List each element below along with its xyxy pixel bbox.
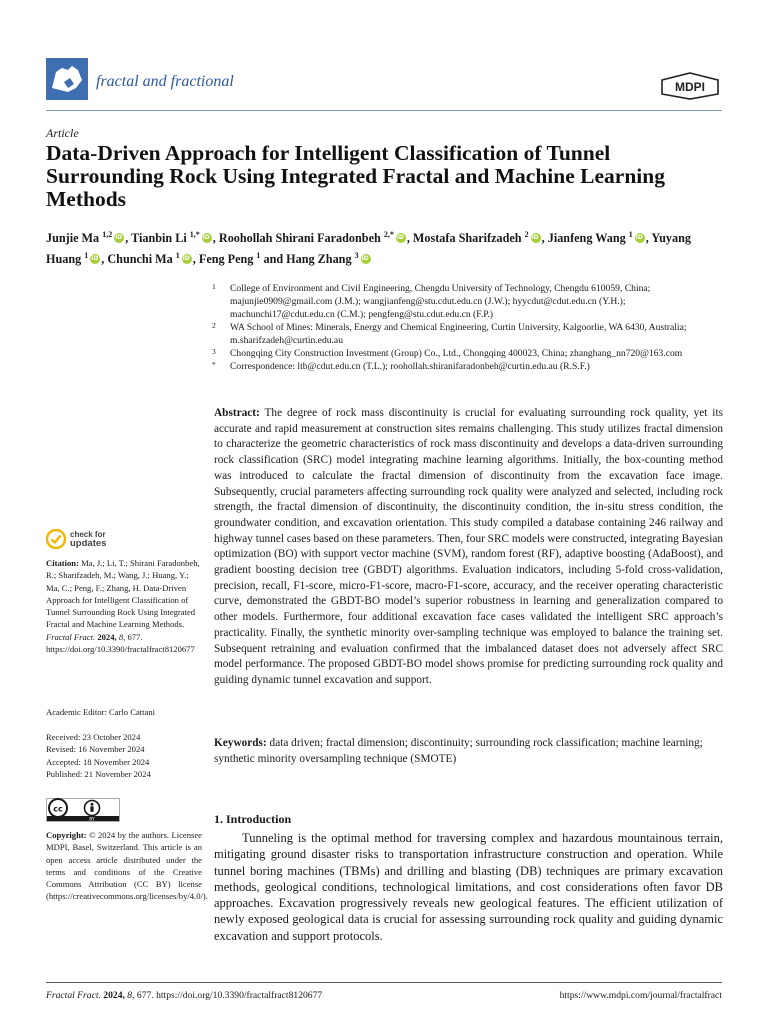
cc-by-label: BY: [89, 817, 95, 822]
author: Yuyang Huang $^1$iD ,: [46, 231, 691, 266]
abstract-text: The degree of rock mass discontinuity is crucial for evaluating surrounding rock quality, yet its accurate and rapid measurement at construction sites remains challenging. This study utilizes fractal dimension to characterize the geometric characteristics of rock mass discontinuity and develops a data-driven surrounding rock classification (SRC) model integrating machine learning algorithms. Initially, the box-counting method was introduced to calculate the fractal dimension of discontinuity from the excavation face image. Subsequently, crucial parameters affecting surrounding rock quality were analyzed and selected, including rock strength, the fractal dimension of discontinuity, the discontinuity condition, the in-situ stress condition, the groundwater condition, and excavation orientation. This study compiled a database containing 246 railway and highway tunnel cases based on these parameters. Then, four SRC models were constructed, integrating Bayesian optimization (BO) with support vector machine (SVM), random forest (RF), adaptive boosting (AdaBoost), and gradient boosting decision tree (GBDT) algorithms. Evaluation indicators, including 5-fold cross-validation, precision, recall, F1-score, micro-F1-score, macro-F1-score, accuracy, and the receiver operating characteristic curve, demonstrated the GBDT-BO model’s superior robustness in learning and generalization compared to other models. Furthermore, four additional excavation face cases validated the intelligent SRC approach’s practicality. Finally, the synthetic minority over-sampling technique was employed to balance the training set. Subsequent retraining and evaluation confirmed that the imbalanced dataset does not adversely affect SRC model performance. The proposed GBDT-BO model shows promise for predicting surrounding rock quality and guiding dynamic tunnel excavation and support.: [214, 407, 723, 686]
author: Feng Peng $^1$: [198, 251, 261, 267]
header-divider: [46, 110, 722, 111]
keywords: [214, 736, 723, 767]
section-heading: 1. Introduction: [214, 812, 292, 826]
abstract-label: Abstract:: [214, 407, 260, 419]
orcid-icon[interactable]: [182, 254, 192, 264]
footer-journal-url[interactable]: https://www.mdpi.com/journal/fractalfract: [559, 990, 722, 1001]
orcid-icon[interactable]: [361, 254, 371, 264]
footer-divider: [46, 982, 722, 983]
accepted-date: Accepted: 18 November 2024: [46, 756, 150, 767]
correspondence: * Correspondence: ltb@cdut.edu.cn (T.L.); roohollah.shiranifaradonbeh@curtin.edu.au (R.S.F.): [212, 360, 590, 372]
journal-name: fractal and fractional: [96, 73, 234, 90]
affiliation-item: 2 WA School of Mines: Minerals, Energy and Chemical Engineering, Curtin University, Kalgoorlie, WA 6430, Australia; m.sharifzadeh@curtin.edu.au: [212, 321, 687, 346]
author: Tianbin Li $^{1,*}$iD ,: [131, 231, 216, 245]
orcid-icon[interactable]: [114, 233, 124, 243]
copyright: Copyright: © 2024 by the authors. Licensee MDPI, Basel, Switzerland. This article is an open access article distributed under the terms and conditions of the Creative Commons Attribution (CC BY) license (https://creativecommons.org/licenses/by/4.0/).: [46, 830, 208, 902]
citation: Citation: Ma, J.; Li, T.; Shirani Faradonbeh, R.; Sharifzadeh, M.; Wang, J.; Huang, Y.; Ma, C.; Peng, F.; Zhang, H. Data-Driven Approach for Intelligent Classification of Tunnel Surrounding Rock Using Integrated Fractal and Machine Learning Methods. Fractal Fract. 2024, 8, 677. https://doi.org/10.3390/fractalfract8120677: [46, 558, 200, 655]
received-date: Received: 23 October 2024: [46, 732, 141, 742]
published-date: Published: 21 November 2024: [46, 768, 151, 779]
author: Mostafa Sharifzadeh $^2$iD ,: [413, 231, 545, 245]
affiliations: [212, 282, 732, 373]
author: Chunchi Ma $^1$iD ,: [107, 252, 195, 266]
author: Junjie Ma $^{1,2}$iD ,: [46, 231, 128, 245]
abstract: [214, 406, 723, 689]
mdpi-logo-icon: [660, 72, 720, 100]
keywords-label: Keywords:: [214, 737, 267, 749]
author: Jianfeng Wang $^1$iD ,: [548, 231, 649, 245]
authors-and: and: [263, 252, 284, 267]
orcid-icon[interactable]: [531, 233, 541, 243]
journal-logo-icon: [46, 58, 88, 100]
cc-by-license-icon[interactable]: [46, 798, 120, 822]
svg-text:cc: cc: [53, 804, 63, 814]
introduction-paragraph: Tunneling is the optimal method for traversing complex and hazardous mountainous terrain, mitigating ground disaster risks to transportation infrastructure construction and operation. While tunnel boring machines (TBMs) and drilling and blasting (DB) techniques are primary excavation methods, geological conditions, technological limitations, and cost considerations often favor DB approaches. Excavation progressively reveals new geological features. The efficient utilization of newly exposed geological data is crucial for assessing surrounding rock quality and guiding dynamic excavation and support protocols.: [214, 831, 723, 943]
author-list: [46, 226, 726, 268]
article-type: Article: [46, 126, 79, 140]
academic-editor: Academic Editor: Carlo Cattani: [46, 707, 156, 717]
publisher-name: MDPI: [675, 80, 705, 94]
orcid-icon[interactable]: [90, 254, 100, 264]
orcid-icon[interactable]: [202, 233, 212, 243]
author: Roohollah Shirani Faradonbeh $^{2,*}$iD ,: [219, 231, 410, 245]
affiliation-item: 1 College of Environment and Civil Engineering, Chengdu University of Technology, Chengdu 610059, China; majunjie0909@gmail.com (J.M.); wangjianfeng@stu.cdut.edu.cn (J.W.); hyycdut@cdut.edu.cn (Y.H.); machunchi17@cdut.edu.cn (C.M.); pengfeng@stu.cdut.edu.cn (F.P.): [212, 282, 651, 320]
dates: [46, 731, 202, 780]
orcid-icon[interactable]: [396, 233, 406, 243]
check-for-updates-icon[interactable]: [46, 529, 66, 549]
keywords-text: data driven; fractal dimension; discontinuity; surrounding rock classification; machine learning; synthetic minority oversampling technique (SMOTE): [214, 737, 703, 765]
affiliation-item: 3 Chongqing City Construction Investment (Group) Co., Ltd., Chongqing 400023, China; zhanghang_nn720@163.com: [212, 347, 683, 359]
author: Hang Zhang $^3$iD: [286, 252, 371, 266]
revised-date: Revised: 16 November 2024: [46, 744, 145, 755]
paper-title: Data-Driven Approach for Intelligent Classification of Tunnel Surrounding Rock Using Integrated Fractal and Machine Learning Methods: [46, 141, 665, 211]
check-for-updates-label[interactable]: check for updates: [70, 530, 107, 549]
orcid-icon[interactable]: [635, 233, 645, 243]
footer-citation: Fractal Fract. 2024, 8, 677. https://doi.org/10.3390/fractalfract8120677: [46, 990, 323, 1001]
